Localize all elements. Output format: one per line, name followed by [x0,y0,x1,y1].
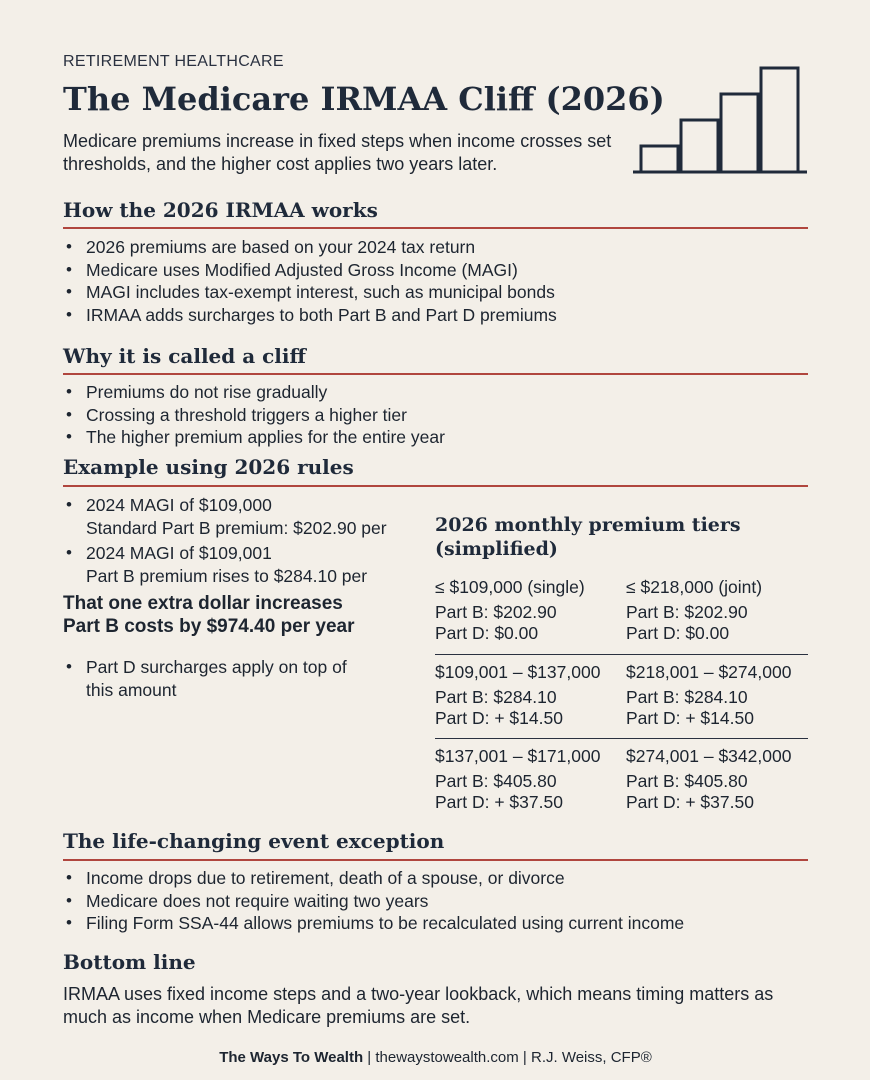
tier-joint [626,662,791,730]
tier-part-b: Part B: $202.90 [626,601,748,622]
tier-range: $137,001 – $171,000 [435,746,601,766]
example-magi: 2024 MAGI of $109,000 [86,495,272,515]
section-divider [63,485,808,487]
lce-list [63,867,684,935]
section-heading-example: Example using 2026 rules [63,455,354,479]
footer-brand: The Ways To Wealth [219,1049,364,1066]
section-divider [63,227,808,229]
tier-part-b: Part B: $202.90 [435,601,557,622]
infographic [63,0,808,1080]
footer: The Ways To Wealth | thewaystowealth.com | R.J. Weiss, CFP® [219,1049,652,1066]
footer-site: thewaystowealth.com [375,1049,519,1066]
tier-range: ≤ $218,000 (joint) [626,577,763,597]
list-item: • IRMAA adds surcharges to both Part B and Part D premiums [63,304,557,327]
section-heading-lce: The life-changing event exception [63,829,445,853]
tier-divider [435,738,808,739]
tier-part-b: Part B: $405.80 [435,770,557,791]
bottom-line-text: IRMAA uses fixed income steps and a two-year lookback, which means timing matters as much as income when Medicare premiums are set. [63,984,774,1027]
tier-divider [435,654,808,655]
example-list [63,494,387,587]
tier-part-b: Part B: $405.80 [626,770,748,791]
list-item: • The higher premium applies for the entire year [63,426,445,449]
tier-part-d: Part D: + $14.50 [626,708,754,728]
tier-joint [626,577,762,645]
list-item: • Medicare uses Modified Adjusted Gross Income (MAGI) [63,259,557,282]
tier-part-d: Part D: $0.00 [626,623,730,643]
tier-part-b: Part B: $284.10 [626,686,748,707]
tier-single [435,662,600,730]
page-title: The Medicare IRMAA Cliff (2026) [63,80,665,118]
how-list [63,236,557,326]
tier-part-d: Part D: + $37.50 [435,792,563,812]
example-magi: 2024 MAGI of $109,001 [86,543,272,563]
list-item: • Medicare does not require waiting two years [63,890,684,913]
tier-range: ≤ $109,000 (single) [435,577,585,597]
list-item [63,494,387,539]
list-item: • 2026 premiums are based on your 2024 tax return [63,236,557,259]
list-item: • Premiums do not rise gradually [63,381,445,404]
list-item [63,542,387,587]
bar-steps-icon [631,60,811,178]
example-extra-list [63,656,347,701]
list-item: • Filing Form SSA-44 allows premiums to be recalculated using current income [63,912,684,935]
cliff-list [63,381,445,449]
section-divider [63,859,808,861]
list-item: • Crossing a threshold triggers a higher tier [63,404,445,427]
tier-range: $109,001 – $137,000 [435,662,601,682]
tier-part-d: Part D: + $14.50 [435,708,563,728]
list-item: • MAGI includes tax-exempt interest, such as municipal bonds [63,281,557,304]
footer-author: R.J. Weiss, CFP® [530,1049,652,1066]
tier-joint [626,746,791,814]
page-subtitle: Medicare premiums increase in fixed steps when income crosses set thresholds, and the higher cost applies two years later. [63,131,612,174]
eyebrow-label: RETIREMENT HEALTHCARE [63,53,284,70]
section-divider [63,373,808,375]
tier-range: $274,001 – $342,000 [626,746,792,766]
tiers-title: 2026 monthly premium tiers (simplified) [435,514,741,560]
list-item: • Part D surcharges apply on top of this amount [63,656,347,701]
example-premium: Standard Part B premium: $202.90 per [86,517,387,538]
tier-single [435,746,600,814]
tier-part-d: Part D: $0.00 [435,623,539,643]
example-premium: Part B premium rises to $284.10 per [86,565,368,586]
tier-single [435,577,585,645]
list-item: • Income drops due to retirement, death of a spouse, or divorce [63,867,684,890]
tier-part-b: Part B: $284.10 [435,686,557,707]
section-heading-cliff: Why it is called a cliff [63,344,306,368]
tier-part-d: Part D: + $37.50 [626,792,754,812]
tier-range: $218,001 – $274,000 [626,662,792,682]
cost-callout: That one extra dollar increases Part B costs by $974.40 per year [63,593,355,637]
section-heading-how: How the 2026 IRMAA works [63,198,378,222]
section-heading-bottom: Bottom line [63,950,196,974]
